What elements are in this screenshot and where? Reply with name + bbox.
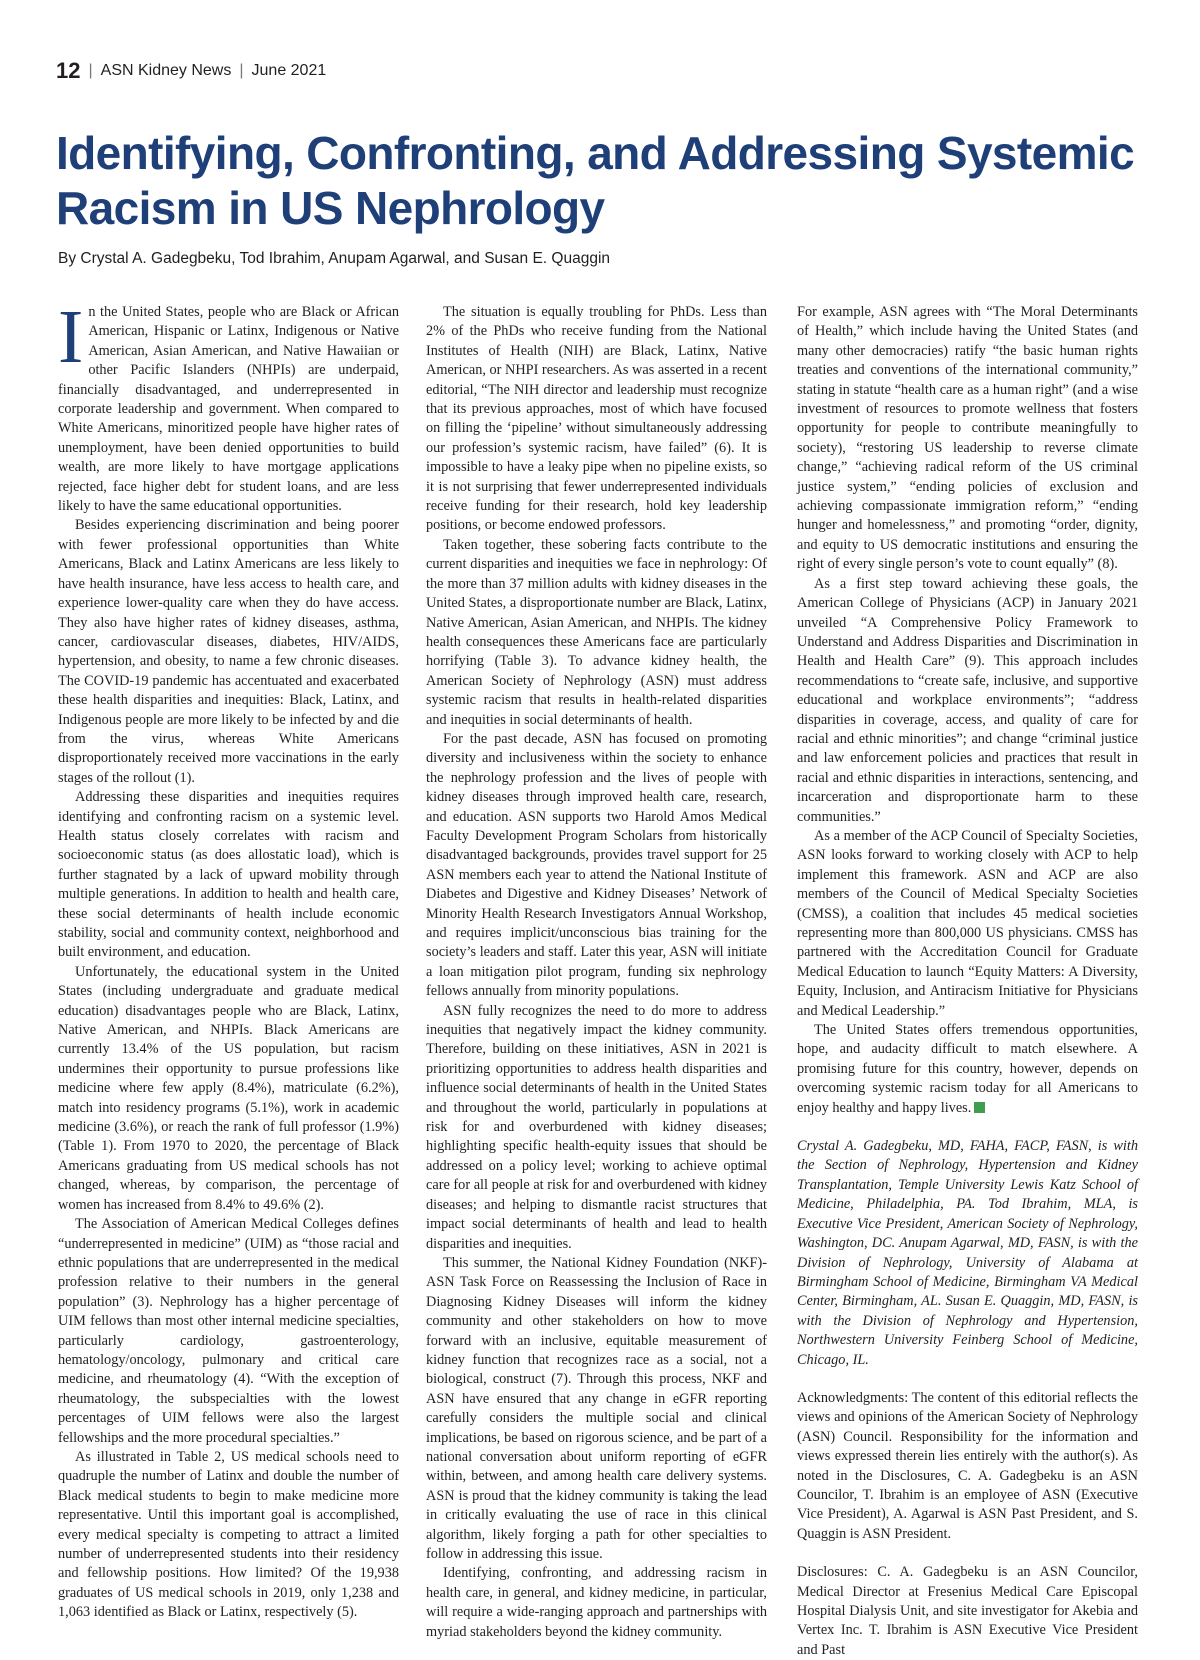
paragraph: As a member of the ACP Council of Specialty Societies, ASN looks forward to working closely with ACP to help implement this framework. ASN and ACP are also members of the Council of Medical Specialty Societies (CMSS), a coalition that includes 45 medical societies representing more than 800,000 US physicians. CMSS has partnered with the Accreditation Council for Graduate Medical Education to launch “Equity Matters: A Diversity, Equity, Inclusion, and Antiracism Initiative for Physicians and Medical Leadership.” (797, 827, 1138, 1019)
header-separator: | (239, 62, 244, 79)
paragraph: Besides experiencing discrimination and being poorer with fewer professional opportunities than White Americans, Black and Latinx Americans are less likely to have health insurance, have less access to health care, and experience lower-quality care when they do have access. They also have higher rates of kidney diseases, asthma, cancer, cardiovascular diseases, diabetes, HIV/AIDS, hypertension, and obesity, to name a few chronic diseases. The COVID-19 pandemic has accentuated and exacerbated these health disparities and inequities: Black, Latinx, and Indigenous people are more likely to be infected by and die from the virus, whereas White Americans disproportionately received more vaccinations in the early stages of the rollout (1). (58, 517, 399, 786)
text-column-3 (797, 303, 1138, 1658)
paragraph: Taken together, these sobering facts contribute to the current disparities and inequities we face in nephrology: Of the more than 37 million adults with kidney diseases in the United States, a disproportionate number are Black, Latinx, Native American, Asian American, and NHPIs. The kidney health consequences these Americans face are particularly horrifying (Table 3). To advance kidney health, the American Society of Nephrology (ASN) must address systemic racism that results in health-related disparities and inequities in social determinants of health. (426, 536, 767, 728)
paragraph: As illustrated in Table 2, US medical schools need to quadruple the number of Latinx and double the number of Black medical students to begin to make medicine more representative. Until this important goal is accomplished, every medical specialty is competing to attract a limited number of underrepresented students into their residency and fellowship positions. How limited? Of the 19,938 graduates of US medical schools in 2019, only 1,238 and 1,063 identified as Black or Latinx, respectively (5). (58, 1448, 399, 1621)
paragraph: The Association of American Medical Colleges defines “underrepresented in medicine” (UIM) as “those racial and ethnic populations that are underrepresented in the medical profession relative to their numbers in the general population” (3). Nephrology has a higher percentage of UIM fellows than most other internal medicine specialties, particularly cardiology, gastroenterology, hematology/oncology, pulmonary and critical care medicine, and rheumatology (4). “With the exception of rheumatology, the subspecialties with the lowest percentages of UIM fellows were also the largest fellowships and the more procedural specialties.” (58, 1216, 399, 1446)
text-column-1 (58, 295, 399, 1621)
publication-name: ASN Kidney News (100, 62, 232, 79)
end-of-article-mark (974, 1102, 985, 1113)
paragraph: In the United States, people who are Black or African American, Hispanic or Latinx, Indigenous or Native American, Asian American, and Native Hawaiian or other Pacific Islanders (NHPIs) are underpaid, financially disadvantaged, and underrepresented in corporate leadership and government. When compared to White Americans, minoritized people have higher rates of unemployment, have been denied opportunities to build wealth, are more likely to have mortgage applications rejected, face higher debt for student loans, and are less likely to have the same educational opportunities. (58, 295, 399, 515)
paragraph: For the past decade, ASN has focused on promoting diversity and inclusiveness within the society to enhance the nephrology profession and the lives of people with kidney diseases through improved health care, research, and education. ASN supports two Harold Amos Medical Faculty Development Program Scholars from historically disadvantaged backgrounds, provides travel support for 25 ASN members each year to attend the National Institute of Diabetes and Digestive and Kidney Diseases’ Network of Minority Health Research Investigators Annual Workshop, and requires implicit/unconscious bias training for the society’s leaders and staff. Later this year, ASN will initiate a loan mitigation pilot program, funding six nephrology fellows annually from minority populations. (426, 730, 767, 1000)
paragraph: This summer, the National Kidney Foundation (NKF)-ASN Task Force on Reassessing the Inclusion of Race in Diagnosing Kidney Diseases will inform the kidney community and other stakeholders on how to move forward with an inclusive, equitable measurement of kidney function that recognizes race as a social, not a biological, construct (7). Through this process, NKF and ASN have ensured that any change in eGFR reporting carefully considers the multiple social and clinical implications, be based on rigorous science, and be part of a national conversation about uniform reporting of eGFR within, between, and among health care delivery systems. ASN is proud that the kidney community is taking the lead in critically evaluating the use of race in this clinical algorithm, likely forging a path for other specialties to follow in addressing this issue. (426, 1254, 767, 1562)
author-bios: Crystal A. Gadegbeku, MD, FAHA, FACP, FASN, is with the Section of Nephrology, Hypertension and Kidney Transplantation, Temple University Lewis Katz School of Medicine, Philadelphia, PA. Tod Ibrahim, MLA, is Executive Vice President, American Society of Nephrology, Washington, DC. Anupam Agarwal, MD, FASN, is with the Division of Nephrology, University of Alabama at Birmingham School of Medicine, Birmingham VA Medical Center, Birmingham, AL. Susan E. Quaggin, MD, FASN, is with the Division of Nephrology and Hypertension, Northwestern University Feinberg School of Medicine, Chicago, IL. (797, 1138, 1138, 1368)
running-header (56, 56, 326, 86)
paragraph: ASN fully recognizes the need to do more to address inequities that negatively impact the kidney community. Therefore, building on these initiatives, ASN in 2021 is prioritizing opportunities to address health disparities and influence social determinants of health in the United States and throughout the world, particularly in populations at risk for and overburdened with kidney diseases; highlighting specific health-equity issues that should be addressed on a policy level; working to achieve optimal care for all people at risk for and overburdened with kidney diseases; and helping to dismantle racist structures that impact social determinants of health and lead to health disparities and inequities. (426, 1002, 767, 1252)
header-separator: | (88, 62, 93, 79)
paragraph: Addressing these disparities and inequities requires identifying and confronting racism on a systemic level. Health status closely correlates with racism and socioeconomic status (as does allostatic load), which is further stagnated by a lack of upward mobility through multiple generations. In addition to health and health care, these social determinants of health include economic stability, social and community context, neighborhood and built environment, and education. (58, 789, 399, 961)
paragraph: The United States offers tremendous opportunities, hope, and audacity difficult to match elsewhere. A promising future for this country, however, depends on overcoming systemic racism today for all Americans to enjoy healthy and happy lives. (797, 1022, 1138, 1116)
paragraph: For example, ASN agrees with “The Moral Determinants of Health,” which include having the United States (and many other democracies) ratify “the basic human rights treaties and conventions of the international community,” stating in statute “health care as a human right” (and a wise investment of resources to promote wellness that fosters opportunity for people to contribute meaningfully to society), “restoring US leadership to reverse climate change,” “achieving radical reform of the US criminal justice system,” “ending policies of exclusion and achieving compassionate immigration reform,” “ending hunger and homelessness,” and promoting “order, dignity, and equity to US democratic institutions and ensuring the right of every single person’s vote to count equally” (8). (797, 304, 1138, 573)
article-title: Identifying, Confronting, and Addressing Systemic Racism in US Nephrology (56, 127, 1135, 234)
acknowledgments: Acknowledgments: The content of this editorial reflects the views and opinions of the American Society of Nephrology (ASN) Council. Responsibility for the information and views expressed therein lies entirely with the author(s). As noted in the Disclosures, C. A. Gadegbeku is an ASN Councilor, T. Ibrahim is an employee of ASN (Executive Vice President), A. Agarwal is ASN Past President, and S. Quaggin is ASN President. (797, 1389, 1138, 1542)
paragraph: As a first step toward achieving these goals, the American College of Physicians (ACP) in January 2021 unveiled “A Comprehensive Policy Framework to Understand and Address Disparities and Discrimination in Health and Health Care” (9). This approach includes recommendations to “create safe, inclusive, and supportive educational and workplace environments”; “address disparities in coverage, access, and quality of care for racial and ethnic minorities”; and change “criminal justice and law enforcement policies and practices that result in racial and ethnic disparities in interactions, sentencing, and incarceration and disproportionate harm to these communities.” (797, 575, 1138, 825)
paragraph: Identifying, confronting, and addressing racism in health care, in general, and kidney medicine, in particular, will require a wide-ranging approach and partnerships with myriad stakeholders beyond the kidney community. (426, 1565, 767, 1640)
page-number: 12 (56, 58, 81, 83)
text-column-2 (426, 303, 768, 1640)
disclosures: Disclosures: C. A. Gadegbeku is an ASN Councilor, Medical Director at Fresenius Medical Care Episcopal Hospital Dialysis Unit, and site investigator for Akebia and Vertex Inc. T. Ibrahim is ASN Executive Vice President and Past (797, 1564, 1138, 1658)
drop-cap: I (58, 295, 84, 379)
paragraph: The situation is equally troubling for PhDs. Less than 2% of the PhDs who receive funding from the National Institutes of Health (NIH) are Black, Latinx, Native American, or NHPI researchers. As was asserted in a recent editorial, “The NIH director and leadership must recognize that its previous approaches, most of which have focused on filling the ‘pipeline’ without simultaneously addressing our profession’s systemic racism, have failed” (6). It is impossible to have a leaky pipe when no pipeline exists, so it is not surprising that fewer underrepresented individuals receive funding for their research, hold key leadership positions, or become endowed professors. (426, 304, 768, 534)
paragraph: Unfortunately, the educational system in the United States (including undergraduate and graduate medical education) disadvantages people who are Black, Latinx, Native American, and NHPIs. Black Americans are currently 13.4% of the US population, but racism undermines their opportunity to pursue professions like medicine where few apply (8.4%), matriculate (6.2%), match into residency programs (5.1%), work in academic medicine (3.6%), or reach the rank of full professor (1.9%) (Table 1). From 1970 to 2020, the percentage of Black Americans graduating from US medical schools has not changed, whereas, by comparison, the percentage of women has increased from 8.4% to 49.6% (2). (58, 963, 399, 1213)
article-byline: By Crystal A. Gadegbeku, Tod Ibrahim, Anupam Agarwal, and Susan E. Quaggin (58, 250, 611, 267)
issue-date: June 2021 (251, 62, 327, 79)
